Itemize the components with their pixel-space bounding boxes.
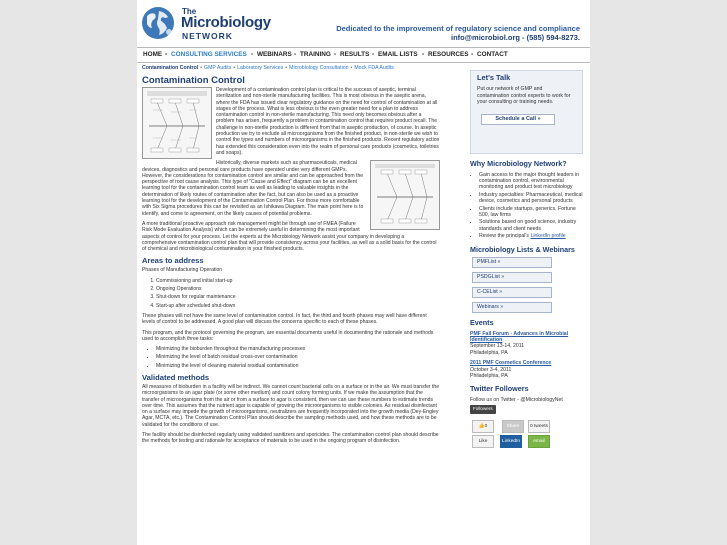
lists-title: Microbiology Lists & Webinars	[470, 244, 575, 254]
event-title-link[interactable]: 2011 PMF Cosmetics Conference	[470, 360, 552, 367]
list-item: 2. Ongoing Operations	[156, 286, 440, 292]
nav-contact[interactable]: CONTACT	[477, 51, 508, 58]
intro-paragraph: Development of a contamination control plan is critical to the success of aseptic, terminal sterilization and non-sterile manufacturing facilities. This is most obvious in the aseptic arena, where the FDA has issued clear regulatory guidance on the need for control of contamination at all stages of the process. What is less obvious is the even greater need for a plan to address contamination control in non-sterile manufacturing. This need only becomes obvious after a problem has arisen, frequently a problem in contamination control that requires product recall. The challenge in non-sterile production is different from that in aseptic production, of course. In aseptic production we try to exclude all microorganisms from the finished product, in non-sterile we wish to control the types and numbers of microorganisms in the finished products. Recent regulatory action has extended this consideration even into the realm of personal care products (cosmetics, toiletries and soaps).	[216, 87, 440, 156]
logo-the-text: The	[182, 7, 197, 16]
nav-consulting-services[interactable]: CONSULTING SERVICES	[171, 51, 247, 58]
markets-paragraph: Historically, diverse markets such as pharmaceuticals, medical devices, diagnostics and personal care products have operated under very different GMPs. However, the considerations for contamination control are similar and can be approached from the perspective of root cause analysis. This type of "Cause and Effect" diagram can be an excellent learning tool for the contamination control team as well as leading to valuable insights in the determination of likely routes of contamination after the fact, but can also be used as a proactive learning tool for the development of the Contamination Control Plan. For those more comfortable with Six Sigma procedures this can be revisited as an Ishikawa Diagram. The main point here is to identify, and come to agreement, on the likely causes of potential problems.	[142, 160, 364, 217]
cause-effect-diagram-image[interactable]	[142, 87, 212, 159]
event-place: Philadelphia, PA	[470, 349, 508, 356]
nav-separator: •	[251, 51, 254, 58]
list-item: • Industry specialties: Pharmaceutical, medical device, cosmetics and personal products	[479, 192, 583, 205]
facebook-like-button[interactable]: Like	[472, 435, 494, 448]
event-item	[470, 360, 583, 379]
pmflist-button[interactable]: PMFList »	[472, 257, 552, 268]
list-item	[479, 233, 583, 239]
linkedin-share-button[interactable]: LinkedIn	[500, 435, 522, 448]
events-title: Events	[470, 318, 494, 328]
ccelist-button[interactable]: C-CEList »	[472, 287, 552, 298]
lets-talk-text: Put our network of GMP and contamination control experts to work for your consulting or training needs.	[477, 86, 571, 106]
nav-separator: •	[422, 51, 425, 58]
nav-separator: •	[372, 51, 375, 58]
event-date: September 13-14, 2011	[470, 343, 525, 350]
main-nav	[137, 47, 590, 63]
nav-separator: •	[294, 51, 297, 58]
why-title: Why Microbiology Network?	[470, 159, 567, 168]
psdglist-button[interactable]: PSDGList »	[472, 272, 552, 283]
why-list	[470, 172, 583, 240]
schedule-call-button[interactable]: Schedule a Call »	[481, 114, 555, 125]
nav-email-lists[interactable]: EMAIL LISTS	[378, 51, 418, 58]
list-item: • Minimizing the level of batch residual cross-over contamination	[156, 354, 440, 360]
areas-heading: Areas to address	[142, 256, 204, 266]
nav-separator: •	[334, 51, 337, 58]
event-place: Philadelphia, PA	[470, 373, 508, 379]
subnav-microbiology-consultation[interactable]: Microbiology Consultation	[289, 65, 349, 71]
twitter-text: Follow us on Twitter - @MicrobiologyNet	[470, 396, 563, 403]
webinars-button[interactable]: Webinars »	[472, 302, 552, 313]
logo-subtitle: NETWORK	[182, 31, 233, 41]
validated-heading: Validated methods	[142, 372, 210, 382]
fmea-paragraph: A more traditional proactive approach risk management might be through use of FMEA (Failure Risk Mode Evaluation Analysis) which can be extremely useful in determining the most important aspects of control for your process. Let the experts at the Microbiology Network assist your company in developing a comprehensive contamination control plan that will provide consistency across your facilities, as well as a solid basis for the control of chemical and microbiological contamination in your finished products.	[142, 220, 437, 253]
subnav-contamination-control[interactable]: Contamination Control	[142, 65, 199, 71]
list-item: • Clients include startups, generics, Fortune 500, law firms	[479, 206, 583, 219]
subnav-mock-fda-audits[interactable]: Mock FDA Audits	[354, 65, 394, 71]
review-prefix: Review the principal's	[479, 233, 531, 240]
list-item: • Solutions based on good science, industry standards and client needs	[479, 219, 583, 232]
event-item	[470, 331, 583, 357]
program-paragraph: This program, and the protocol governing the program, are essential documents useful in documenting the rationale and methods used to accomplish three tasks:	[142, 329, 434, 342]
email-share-button[interactable]: email	[528, 435, 550, 448]
like-count-button[interactable]	[472, 420, 494, 433]
sidebar	[470, 70, 583, 450]
subnav-gmp-audits[interactable]: GMP Audits	[204, 65, 232, 71]
subnav-laboratory-services[interactable]: Laboratory Services	[237, 65, 284, 71]
ishikawa-diagram-image[interactable]	[370, 160, 440, 230]
social-buttons	[470, 420, 583, 450]
globe-logo-icon[interactable]	[141, 6, 177, 45]
list-item: • Gain access to the major thought leaders in contamination control, environmental monitoring and product test microbiology	[479, 172, 583, 191]
list-item: • Minimizing the bioburden throughout the manufacturing processes	[156, 346, 440, 352]
site-tagline: Dedicated to the improvement of regulatory science and compliance	[336, 24, 580, 33]
phases-label: Phases of Manufacturing Operation	[142, 267, 223, 274]
nav-home[interactable]: HOME	[143, 51, 163, 58]
nav-training[interactable]: TRAINING	[300, 51, 331, 58]
nav-separator: •	[165, 51, 168, 58]
phases-list	[142, 278, 440, 309]
twitter-title: Twitter Followers	[470, 384, 529, 394]
like-count: 0	[484, 423, 488, 429]
event-title-link[interactable]: PMF Fall Forum - Advances in Microbial Identification	[470, 330, 569, 343]
lets-talk-box	[470, 70, 583, 154]
list-item: 3. Shut-down for regular maintenance	[156, 294, 440, 300]
page	[137, 0, 590, 545]
tweets-count-button[interactable]: 0 tweets	[528, 420, 550, 433]
phases-paragraph: These phases will not have the same level of contamination control. In fact, the third and fourth phases may well have different levels of control to be addressed. A good plan will discuss the concerns specific to each of these phases.	[142, 312, 427, 326]
linkedin-profile-link[interactable]: LinkedIn profile	[530, 233, 566, 240]
tasks-list	[142, 346, 440, 369]
nav-resources[interactable]: RESOURCES	[428, 51, 469, 58]
nav-separator: •	[471, 51, 474, 58]
list-item: 1. Commissioning and initial start-up	[156, 278, 440, 284]
site-header	[137, 0, 590, 46]
contact-info: info@microbiol.org - (585) 594-8273.	[450, 33, 580, 42]
page-title: Contamination Control	[142, 75, 245, 86]
lets-talk-title: Let's Talk	[477, 73, 511, 82]
nav-results[interactable]: RESULTS	[340, 51, 370, 58]
share-button[interactable]: Share	[502, 420, 524, 433]
main-content	[142, 74, 440, 449]
bioburden-paragraph: All measures of bioburden in a facility will be indirect. We cannot count bacterial cells on a surface or in the air. We must transfer the microorganisms to an agar plate (or some other medium) and count colony forming units. If we make the assumption that the transfer of microorganisms from the air or from a surface to agar is consistent, then we can use these numbers to estimate trends over time. This assumes that the nutrient agar is capable of growing the microorganisms to visible colonies. As residual disinfectant on a surface may impede the growth of microorganisms, neutralizers are frequently incorporated into the growth media (Dey-Engley Agar, MCTA, etc.). The Contamination Control Plan should describe the sampling methods used, and how these methods are to be validated for the conditions of use.	[142, 383, 440, 428]
twitter-followers-badge[interactable]: Followers	[470, 405, 496, 413]
sub-nav: Contamination Control • GMP Audits • Laboratory Services • Microbiology Consultation • Mock FDA Audits	[142, 65, 394, 71]
nav-webinars[interactable]: WEBINARS	[257, 51, 292, 58]
list-item: 4. Start-up after scheduled shut-down	[156, 303, 440, 309]
disinfection-paragraph: The facility should be disinfected regularly using validated sanitizers and sporicides. The contamination control plan should describe the methods for testing and rationale for acceptance of materials to be used in the ongoing program of disinfection.	[142, 432, 439, 445]
event-date: October 3-4, 2011	[470, 366, 512, 373]
list-item: • Minimizing the level of cleaning material residual contamination	[156, 363, 440, 369]
logo-title[interactable]: Microbiology	[181, 14, 271, 31]
thumbs-up-icon: 👍	[478, 423, 485, 429]
